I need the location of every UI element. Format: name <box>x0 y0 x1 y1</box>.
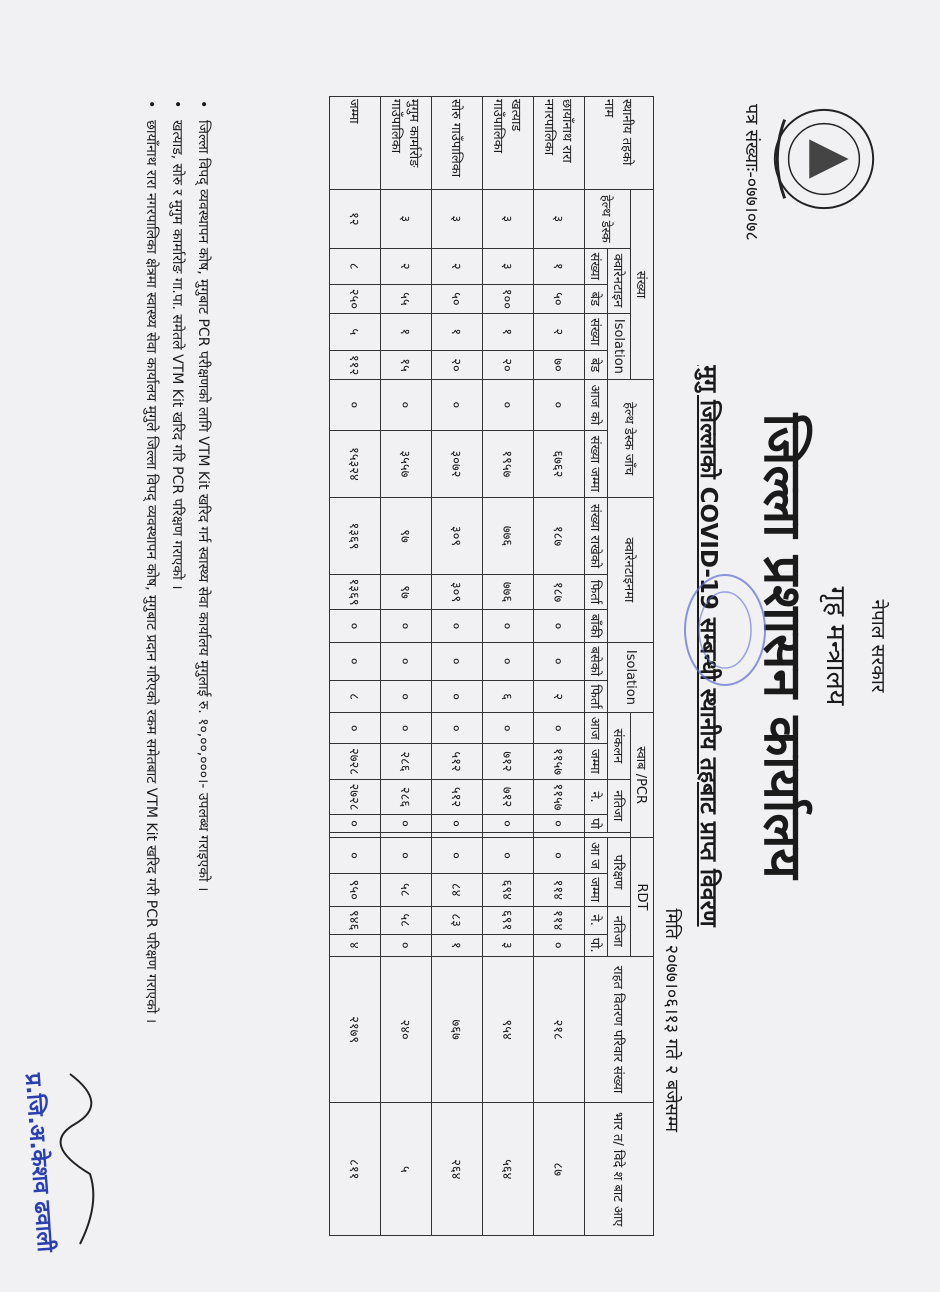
table-cell-name: सोरु गाउँपालिका <box>432 97 483 190</box>
table-cell: २ <box>534 313 585 350</box>
table-cell: ५५ <box>381 285 432 314</box>
table-cell: ६७६२ <box>534 430 585 498</box>
table-cell: ८४ <box>432 873 483 906</box>
col-header-i-bed: बेड <box>585 350 608 379</box>
table-row <box>381 97 432 1236</box>
table-cell: ९५० <box>330 873 381 906</box>
table-cell: ४ <box>330 934 381 956</box>
office-stamp-icon <box>680 570 770 690</box>
table-cell-name: छायाँनाथ रारा नगरपालिका <box>534 97 585 190</box>
table-cell: ३ <box>483 248 534 285</box>
table-cell: ३ <box>381 190 432 249</box>
table-cell: २ <box>432 248 483 285</box>
table-cell: ५ <box>381 1103 432 1236</box>
table-cell: ० <box>381 838 432 874</box>
table-cell: ० <box>381 713 432 744</box>
col-header-neg: ने. <box>585 779 608 815</box>
table-cell: ० <box>330 610 381 642</box>
table-cell: ९४६ <box>330 906 381 934</box>
col-header-relief: राहत वितरण परिवार संख्या <box>585 956 654 1103</box>
table-cell: ८११ <box>330 1103 381 1236</box>
covid-data-table <box>329 96 654 1236</box>
table-cell-name: मुगुम कार्मारोङ गाउँपालिका <box>381 97 432 190</box>
government-title: नेपाल सरकार <box>867 599 889 693</box>
table-cell: ११५७ <box>534 744 585 780</box>
table-cell: ८ <box>330 680 381 712</box>
table-cell: ११४ <box>534 873 585 906</box>
table-cell: ० <box>432 610 483 642</box>
table-cell: ११४ <box>534 906 585 934</box>
col-header-s-total: जम्मा <box>585 744 608 780</box>
table-cell: ३०९ <box>432 574 483 610</box>
table-cell: ० <box>330 713 381 744</box>
table-cell: ७६७ <box>432 956 483 1103</box>
col-header-hd-check: हेल्थ डेस्क जाँच <box>608 380 654 498</box>
table-cell: ७७६ <box>483 574 534 610</box>
notes-list <box>138 96 216 1196</box>
table-cell: ० <box>483 713 534 744</box>
table-cell: ८ <box>330 248 381 285</box>
table-cell: २७२८ <box>330 779 381 815</box>
table-cell: ० <box>330 642 381 680</box>
table-cell: ० <box>483 642 534 680</box>
col-header-count: संख्या <box>631 190 654 380</box>
table-row <box>483 97 534 1236</box>
table-cell: ० <box>381 380 432 430</box>
table-cell: ५८ <box>381 906 432 934</box>
table-cell: २४० <box>381 956 432 1103</box>
table-cell: २ <box>381 248 432 285</box>
note-item: • छायाँनाथ रारा नगरपालिका क्षेत्रमा स्वास्थ्य सेवा कार्यालय मुगुले जिल्ला विपद् व्यवस्थापन कोष, मुगुबाट प्रदान गरिएको रकम समेतबाट VTM Kit खरिद गरी PCR परिक्षण गराएको । <box>143 100 159 1024</box>
col-header-isolation2: Isolation <box>608 642 654 713</box>
table-cell: ६९४ <box>483 873 534 906</box>
col-header-collection: संकलन <box>608 713 631 779</box>
table-cell: १५३२४ <box>330 430 381 498</box>
signature-scribble-icon <box>50 1064 120 1264</box>
table-cell: ३ <box>432 190 483 249</box>
col-header-name: स्थानीय तहको नाम <box>585 97 654 190</box>
table-cell: ० <box>330 838 381 874</box>
table-cell: ५८ <box>381 873 432 906</box>
office-title: जिल्ला प्रशासन कार्यालय <box>752 413 812 879</box>
col-header-r-pos: पो. <box>585 934 608 956</box>
col-header-health-desk: हेल्थ डेस्क <box>585 190 631 249</box>
table-cell: १ <box>381 313 432 350</box>
table-cell: १२ <box>330 190 381 249</box>
col-header-q-count: संख्या <box>585 248 608 285</box>
note-item: • खत्याड, सोरु र मुगुम कार्मारोङ गा.पा. समेतले VTM Kit खरिद गरि PCR परिक्षण गराएको । <box>169 100 185 590</box>
table-cell: २० <box>483 350 534 379</box>
col-header-total: संख्या जम्मा <box>585 430 608 498</box>
col-header-s-today: आज <box>585 713 608 744</box>
table-cell: ५ <box>330 313 381 350</box>
table-cell: ९७ <box>381 498 432 575</box>
table-cell: ० <box>534 610 585 642</box>
col-header-staying: बसेको <box>585 642 608 680</box>
table-cell: १५ <box>381 350 432 379</box>
table-cell: ५६४ <box>483 1103 534 1236</box>
table-cell: ० <box>483 838 534 874</box>
table-cell: ९५४ <box>483 956 534 1103</box>
signatory-name: प्र.जि.अ.केशव ढवाली <box>19 1072 58 1253</box>
col-header-isolation: Isolation <box>608 313 631 380</box>
col-header-quarantine-stay: क्वारेनटाइनमा <box>608 498 654 642</box>
report-date: मिति २०७७।०६।१३ गते २ बजेसम्म <box>661 908 682 1132</box>
table-cell: ३ <box>483 190 534 249</box>
table-cell: ११२ <box>330 350 381 379</box>
table-cell: ० <box>483 380 534 430</box>
col-header-returned: फिर्ता <box>585 574 608 610</box>
table-total-row <box>330 97 381 1236</box>
table-cell: ० <box>432 838 483 874</box>
reference-number: पत्र संख्याः-०७७।०७८ <box>741 104 762 241</box>
table-cell: २१८ <box>534 956 585 1103</box>
table-cell: २ <box>534 680 585 712</box>
table-cell: ० <box>534 838 585 874</box>
table-cell: ५० <box>432 285 483 314</box>
col-header-kept: संख्या राखेको <box>585 498 608 575</box>
table-cell: ० <box>534 934 585 956</box>
table-cell: ६ <box>483 680 534 712</box>
table-cell: २८६ <box>381 744 432 780</box>
table-cell: १९५७ <box>483 430 534 498</box>
note-item: • जिल्ला विपद् व्यवस्थापन कोष, मुगुबाट PCR परीक्षणको लागि VTM Kit खरिद गर्न स्वास्थ्य सेवा कार्यालय मुगुलाई रु. १०,००,०००।- उपलब्ध गराइएको । <box>195 100 211 892</box>
table-cell: ० <box>381 610 432 642</box>
col-header-r-today: आ ज <box>585 838 608 874</box>
table-cell: २६४ <box>432 1103 483 1236</box>
table-cell: ० <box>432 642 483 680</box>
table-cell: ० <box>330 815 381 832</box>
col-header-q-bed: बेड <box>585 285 608 314</box>
table-cell: १ <box>483 313 534 350</box>
table-cell: ० <box>534 713 585 744</box>
col-header-test: परिक्षण <box>608 838 631 906</box>
table-cell: ० <box>330 380 381 430</box>
table-cell: १ <box>534 248 585 285</box>
col-header-result: नतिजा <box>608 779 631 832</box>
table-cell: १८७ <box>534 498 585 575</box>
col-header-remaining: बाँकी <box>585 610 608 642</box>
table-cell: ५१२ <box>432 744 483 780</box>
table-cell: २१७९ <box>330 956 381 1103</box>
table-cell: ० <box>534 380 585 430</box>
table-cell: ३५५७ <box>381 430 432 498</box>
col-header-i-count: संख्या <box>585 313 608 350</box>
table-cell: १ <box>432 313 483 350</box>
table-cell-name: जम्मा <box>330 97 381 190</box>
table-cell: १३६९ <box>330 574 381 610</box>
table-cell: ० <box>432 680 483 712</box>
table-cell: ८७ <box>534 1103 585 1236</box>
table-cell: १ <box>432 934 483 956</box>
table-cell: ५१२ <box>432 779 483 815</box>
table-cell: ७१२ <box>483 779 534 815</box>
col-header-quarantine: क्वारेनटाइन <box>608 248 631 313</box>
table-cell: ० <box>432 713 483 744</box>
table-cell: १८७ <box>534 574 585 610</box>
table-cell: ५० <box>534 285 585 314</box>
table-cell: ३०९ <box>432 498 483 575</box>
col-header-r-total: जम्मा <box>585 873 608 906</box>
table-cell: ९७ <box>381 574 432 610</box>
ministry-title: गृह मन्त्रालय <box>820 586 851 706</box>
table-cell: ७१२ <box>483 744 534 780</box>
col-header-r-neg: ने. <box>585 906 608 934</box>
table-cell: ० <box>483 815 534 832</box>
table-cell: ० <box>534 642 585 680</box>
col-header-abroad: भार त/ विदे श बाट आए <box>585 1103 654 1236</box>
table-row <box>534 97 585 1236</box>
table-cell: ० <box>381 934 432 956</box>
table-cell: ० <box>381 680 432 712</box>
table-cell: ० <box>432 380 483 430</box>
table-cell: ११५७ <box>534 779 585 815</box>
table-cell: २० <box>432 350 483 379</box>
table-cell: २५० <box>330 285 381 314</box>
table-cell: २८६ <box>381 779 432 815</box>
col-header-today: आज को <box>585 380 608 430</box>
table-cell: २७२८ <box>330 744 381 780</box>
table-cell: ३ <box>534 190 585 249</box>
table-cell: ० <box>534 815 585 832</box>
col-header-rdt: RDT <box>631 838 654 956</box>
table-cell: ७७६ <box>483 498 534 575</box>
table-cell: ० <box>381 642 432 680</box>
table-cell: ३०७२ <box>432 430 483 498</box>
table-cell: ७० <box>534 350 585 379</box>
table-cell: १०० <box>483 285 534 314</box>
table-cell: ० <box>381 815 432 832</box>
col-header-pos: पो <box>585 815 608 832</box>
table-cell: ८३ <box>432 906 483 934</box>
col-header-swab: स्वाब /PCR <box>631 713 654 838</box>
table-cell-name: खत्याड गाउँपालिका <box>483 97 534 190</box>
table-cell: ० <box>432 815 483 832</box>
table-cell: १३६९ <box>330 498 381 575</box>
col-header-rdt-result: नतिजा <box>608 906 631 956</box>
table-cell: ० <box>483 610 534 642</box>
table-cell: ६९१ <box>483 906 534 934</box>
col-header-iso-returned: फिर्ता <box>585 680 608 712</box>
table-body <box>330 97 585 1236</box>
document-subject: मुगु जिल्लाको COVID-19 सम्बन्धी स्थानीय तहबाट प्राप्त विवरण <box>695 365 721 927</box>
table-cell: ३ <box>483 934 534 956</box>
table-row <box>432 97 483 1236</box>
